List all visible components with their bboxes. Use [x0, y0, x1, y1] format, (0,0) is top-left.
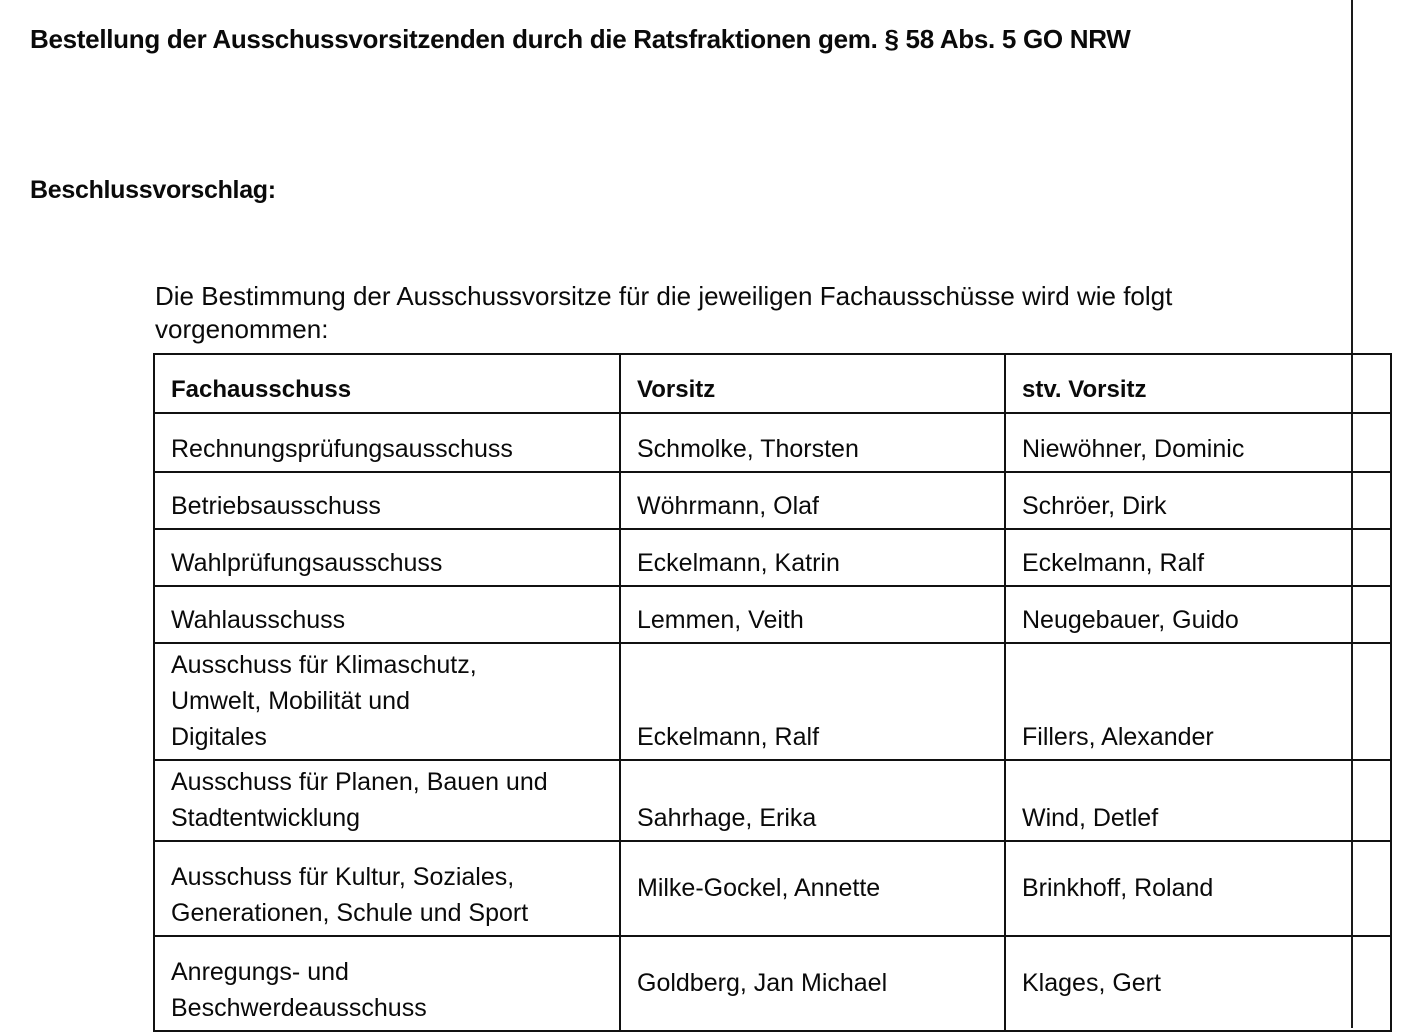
chair-name: Goldberg, Jan Michael — [620, 936, 1005, 1031]
deputy-chair-name: Fillers, Alexander — [1005, 643, 1391, 760]
section-heading: Beschlussvorschlag: — [30, 176, 276, 204]
intro-paragraph: Die Bestimmung der Ausschussvorsitze für die jeweiligen Fachausschüsse wird wie folgt vorgenommen: — [155, 281, 1173, 344]
table-row — [154, 413, 1391, 472]
chair-name: Eckelmann, Katrin — [620, 529, 1005, 586]
chair-name: Schmolke, Thorsten — [620, 413, 1005, 472]
committee-name: Ausschuss für Planen, Bauen und Stadtentwicklung — [154, 760, 620, 841]
deputy-chair-name: Schröer, Dirk — [1005, 472, 1391, 529]
table-row — [154, 643, 1391, 760]
deputy-chair-name: Brinkhoff, Roland — [1005, 841, 1391, 936]
table-row — [154, 841, 1391, 936]
chair-name: Wöhrmann, Olaf — [620, 472, 1005, 529]
deputy-chair-name: Neugebauer, Guido — [1005, 586, 1391, 643]
chair-name: Milke-Gockel, Annette — [620, 841, 1005, 936]
table-row — [154, 529, 1391, 586]
deputy-chair-name: Klages, Gert — [1005, 936, 1391, 1031]
table-row — [154, 472, 1391, 529]
deputy-chair-name: Eckelmann, Ralf — [1005, 529, 1391, 586]
committee-name: Wahlausschuss — [154, 586, 620, 643]
chair-name: Sahrhage, Erika — [620, 760, 1005, 841]
chair-name: Lemmen, Veith — [620, 586, 1005, 643]
deputy-chair-name: Wind, Detlef — [1005, 760, 1391, 841]
committee-name: Anregungs- und Beschwerdeausschuss — [154, 936, 620, 1031]
committee-name: Rechnungsprüfungsausschuss — [154, 413, 620, 472]
deputy-chair-name: Niewöhner, Dominic — [1005, 413, 1391, 472]
committee-name: Betriebsausschuss — [154, 472, 620, 529]
document-title: Bestellung der Ausschussvorsitzenden durch die Ratsfraktionen gem. § 58 Abs. 5 GO NRW — [30, 24, 1131, 54]
committee-chairs-table — [153, 353, 1392, 1032]
table-row — [154, 760, 1391, 841]
committee-name: Ausschuss für Kultur, Soziales, Generationen, Schule und Sport — [154, 841, 620, 936]
header-deputy-chair: stv. Vorsitz — [1005, 354, 1391, 413]
committee-name: Ausschuss für Klimaschutz, Umwelt, Mobilität und Digitales — [154, 643, 620, 760]
table-row — [154, 586, 1391, 643]
committee-name: Wahlprüfungsausschuss — [154, 529, 620, 586]
table-row — [154, 936, 1391, 1031]
table-header-row — [154, 354, 1391, 413]
header-chair: Vorsitz — [620, 354, 1005, 413]
chair-name: Eckelmann, Ralf — [620, 643, 1005, 760]
header-committee: Fachausschuss — [154, 354, 620, 413]
